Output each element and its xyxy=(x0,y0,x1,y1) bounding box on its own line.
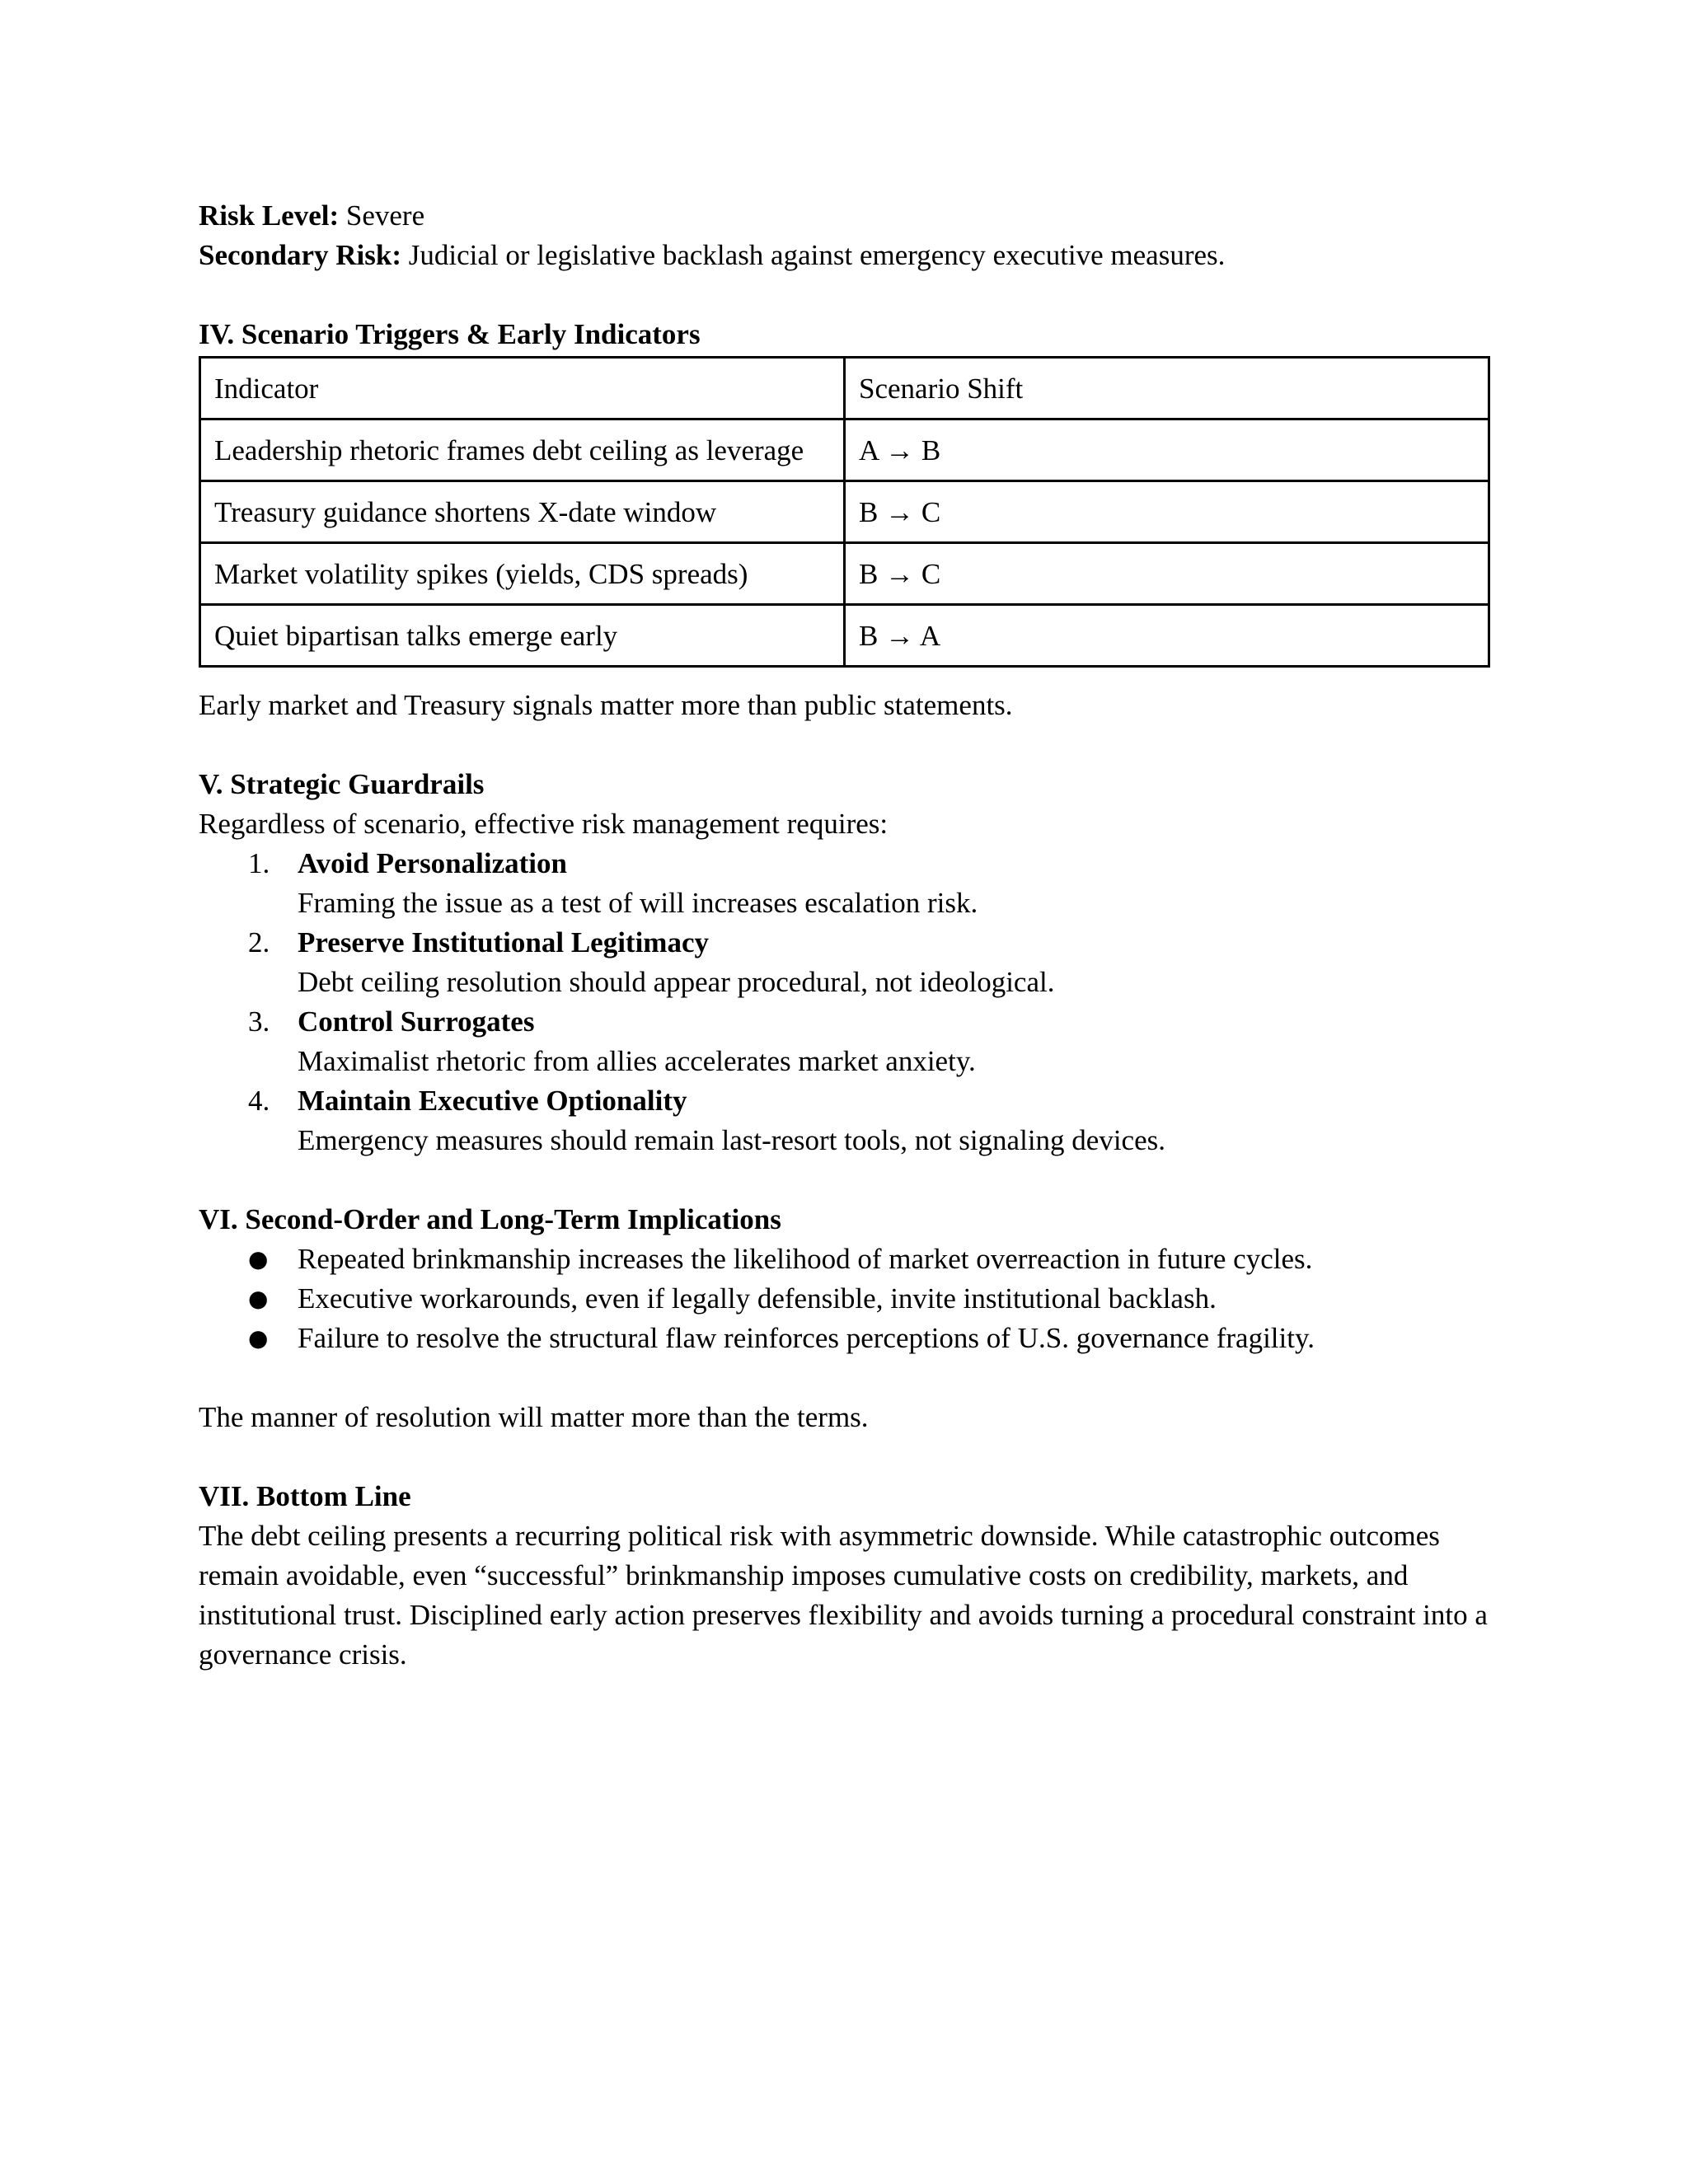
table-header-row xyxy=(200,358,1489,419)
spacer xyxy=(199,668,1493,686)
list-item xyxy=(199,1319,1493,1358)
guardrail-text: Maximalist rhetoric from allies accelerates market anxiety. xyxy=(298,1045,976,1077)
table-row xyxy=(200,419,1489,481)
spacer xyxy=(199,1437,1493,1477)
list-item xyxy=(199,1081,1493,1160)
table-row xyxy=(200,481,1489,543)
header-scenario-shift: Scenario Shift xyxy=(845,358,1489,419)
list-item xyxy=(199,923,1493,1002)
indicators-table xyxy=(199,356,1490,668)
risk-level-line xyxy=(199,196,1493,236)
indicator-cell: Market volatility spikes (yields, CDS spreads) xyxy=(200,543,845,605)
indicator-cell: Leadership rhetoric frames debt ceiling as leverage xyxy=(200,419,845,481)
header-indicator: Indicator xyxy=(200,358,845,419)
shift-cell: B → A xyxy=(845,605,1489,667)
table-row xyxy=(200,605,1489,667)
section-v-title: V. Strategic Guardrails xyxy=(199,768,485,800)
shift-cell: B → C xyxy=(845,543,1489,605)
spacer xyxy=(199,725,1493,765)
list-item xyxy=(199,1279,1493,1319)
bottom-line-body: The debt ceiling presents a recurring political risk with asymmetric downside. While catastrophic outcomes remain avoidable, even “successful” brinkmanship imposes cumulative costs on credibility, markets, and institutional trust. Disciplined early action preserves flexibility and avoids turning a procedural constraint into a governance crisis. xyxy=(199,1520,1488,1671)
document-page xyxy=(199,196,1493,1675)
list-item xyxy=(199,1240,1493,1279)
guardrail-text: Emergency measures should remain last-resort tools, not signaling devices. xyxy=(298,1124,1165,1156)
guardrail-heading: Preserve Institutional Legitimacy xyxy=(298,926,709,958)
guardrails-list xyxy=(199,844,1493,1160)
list-number: 4. xyxy=(248,1085,270,1117)
list-item xyxy=(199,1002,1493,1081)
indicator-cell: Treasury guidance shortens X-date window xyxy=(200,481,845,543)
bullet-icon: ● xyxy=(248,1324,269,1352)
implication-text: Failure to resolve the structural flaw reinforces perceptions of U.S. governance fragility. xyxy=(298,1322,1315,1354)
risk-level-value: Severe xyxy=(339,199,425,232)
spacer xyxy=(199,1358,1493,1398)
guardrail-text: Framing the issue as a test of will increases escalation risk. xyxy=(298,887,978,919)
section-v-intro: Regardless of scenario, effective risk management requires: xyxy=(199,808,889,840)
guardrail-text: Debt ceiling resolution should appear procedural, not ideological. xyxy=(298,966,1055,998)
section-vii-title: VII. Bottom Line xyxy=(199,1480,411,1512)
list-item xyxy=(199,844,1493,923)
risk-level-label: Risk Level: xyxy=(199,199,340,232)
secondary-risk-label: Secondary Risk: xyxy=(199,239,401,271)
bullet-icon: ● xyxy=(248,1245,269,1272)
guardrail-heading: Maintain Executive Optionality xyxy=(298,1085,687,1117)
secondary-risk-value: Judicial or legislative backlash against emergency executive measures. xyxy=(401,239,1226,271)
guardrail-heading: Control Surrogates xyxy=(298,1005,535,1038)
secondary-risk-line xyxy=(199,236,1493,275)
spacer xyxy=(199,1160,1493,1200)
section-iv-title: IV. Scenario Triggers & Early Indicators xyxy=(199,318,701,350)
list-number: 2. xyxy=(248,926,270,958)
implication-text: Repeated brinkmanship increases the likelihood of market overreaction in future cycles. xyxy=(298,1243,1313,1275)
list-number: 3. xyxy=(248,1005,270,1038)
implications-list xyxy=(199,1240,1493,1358)
guardrail-heading: Avoid Personalization xyxy=(298,847,567,879)
table-row xyxy=(200,543,1489,605)
spacer xyxy=(199,275,1493,315)
section-vi-title: VI. Second-Order and Long-Term Implications xyxy=(199,1203,781,1235)
bullet-icon: ● xyxy=(248,1285,269,1312)
section-vi-note: The manner of resolution will matter more than the terms. xyxy=(199,1401,869,1433)
shift-cell: A → B xyxy=(845,419,1489,481)
shift-cell: B → C xyxy=(845,481,1489,543)
implication-text: Executive workarounds, even if legally defensible, invite institutional backlash. xyxy=(298,1282,1217,1315)
list-number: 1. xyxy=(248,847,270,879)
section-iv-note: Early market and Treasury signals matter more than public statements. xyxy=(199,689,1013,721)
indicator-cell: Quiet bipartisan talks emerge early xyxy=(200,605,845,667)
